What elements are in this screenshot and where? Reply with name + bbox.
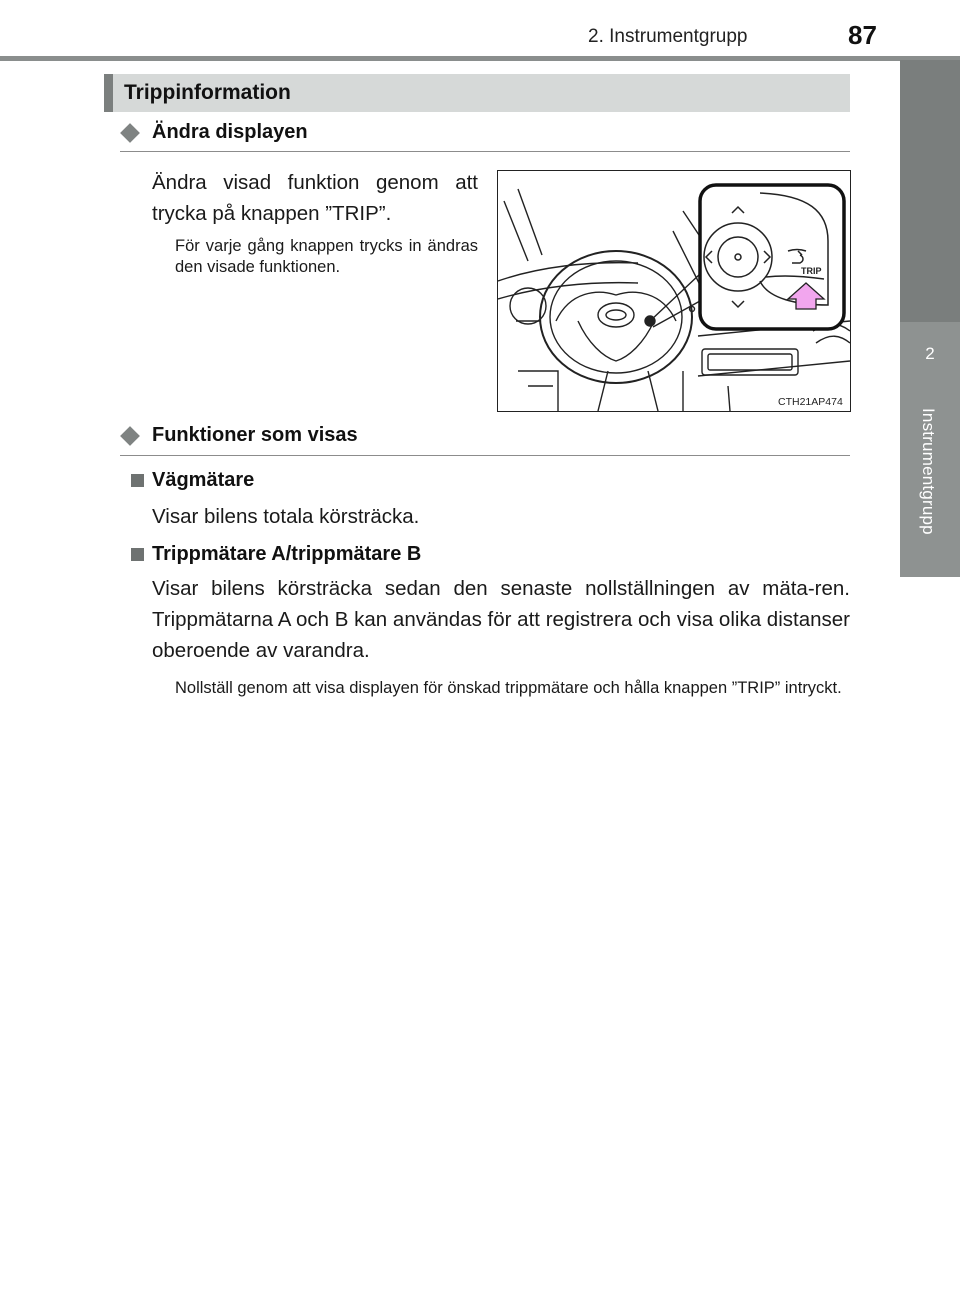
subheading-rule	[120, 151, 850, 152]
item-trip-meter-title: Trippmätare A/trippmätare B	[152, 543, 422, 565]
item-odometer-text: Visar bilens totala körsträcka.	[152, 505, 420, 528]
trip-button-label: TRIP	[801, 266, 822, 276]
square-bullet-icon	[131, 548, 144, 561]
item-trip-meter-text: Visar bilens körsträcka sedan den senaste nollställningen av mäta-ren. Trippmätarna A och B kan användas för att registrera och visa olika distanser oberoende av varandra.	[152, 577, 850, 662]
change-display-text: Ändra visad funktion genom att trycka på knappen ”TRIP”.	[152, 171, 478, 225]
item-trip-meter-note: Nollställ genom att visa displayen för önskad trippmätare och hålla knappen ”TRIP” intryckt.	[175, 679, 842, 697]
diamond-bullet-icon	[120, 123, 140, 143]
chapter-tab-number: 2	[925, 344, 935, 363]
item-odometer-title: Vägmätare	[152, 469, 255, 491]
section-title-accent	[104, 74, 113, 112]
square-bullet-icon	[131, 474, 144, 487]
header-rule	[0, 56, 960, 61]
subheading-rule	[120, 455, 850, 456]
chapter-tab-label: Instrumentgrupp	[919, 408, 938, 535]
side-tab-strip	[900, 60, 960, 322]
page-number: 87	[848, 20, 877, 50]
running-header-title: 2. Instrumentgrupp	[588, 26, 748, 47]
subheading-functions-shown: Funktioner som visas	[152, 424, 358, 446]
change-display-note: För varje gång knappen trycks in ändras den visade funktionen.	[175, 237, 478, 276]
subheading-change-display: Ändra displayen	[152, 121, 308, 143]
section-title: Trippinformation	[124, 81, 291, 104]
steering-wheel-diagram-icon	[498, 171, 850, 411]
diamond-bullet-icon	[120, 426, 140, 446]
figure-code: CTH21AP474	[778, 396, 843, 408]
steering-wheel-illustration	[497, 170, 851, 412]
